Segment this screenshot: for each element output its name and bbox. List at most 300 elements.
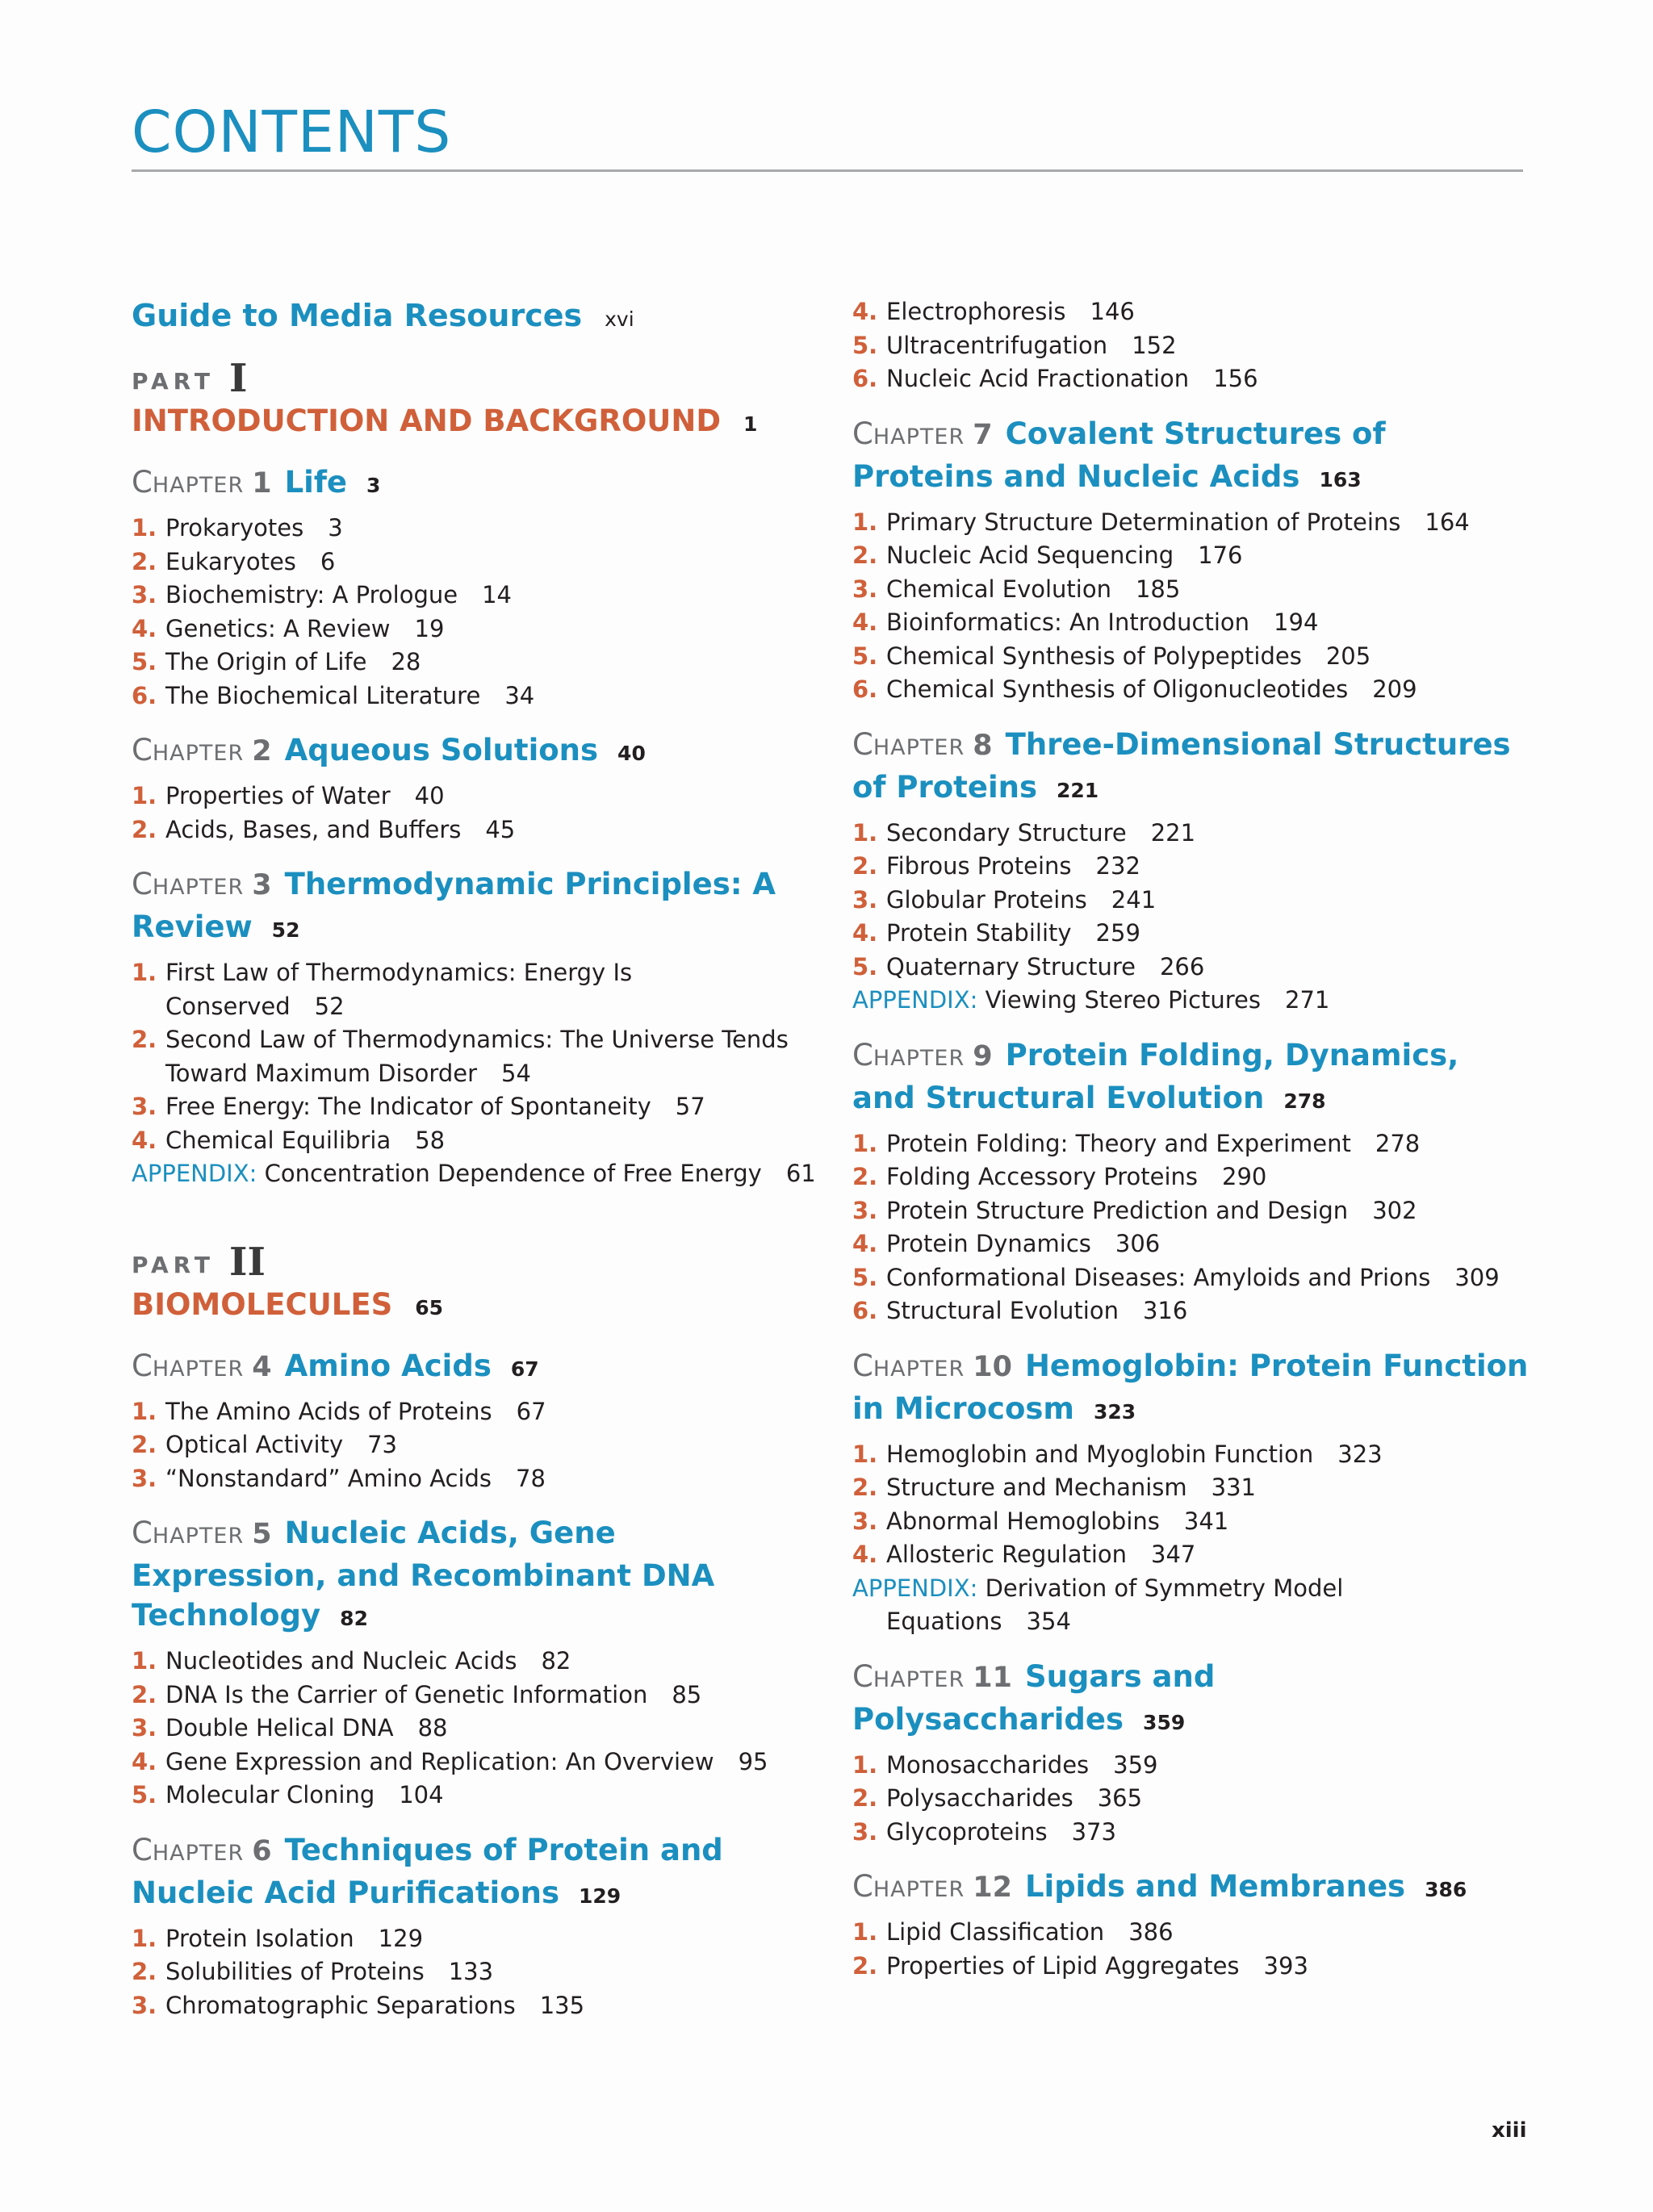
- section-page: 316: [1142, 1297, 1188, 1324]
- section-number: 1.: [132, 782, 157, 809]
- section-page: 129: [378, 1924, 424, 1952]
- chapter-page: 278: [1283, 1089, 1326, 1113]
- section-entry[interactable]: [852, 850, 1530, 884]
- section-number: 2.: [132, 815, 157, 843]
- appendix-page: 61: [785, 1160, 816, 1187]
- section-page: 146: [1090, 298, 1135, 325]
- chapter-word-initial: C: [132, 867, 153, 901]
- section-entry[interactable]: [132, 1124, 818, 1158]
- section-title: Bioinformatics: An Introduction: [886, 608, 1250, 636]
- chapter-title: Lipids and Membranes: [1024, 1869, 1406, 1904]
- chapter-heading[interactable]: [852, 1035, 1530, 1121]
- chapter-word-rest: HAPTER: [152, 741, 245, 766]
- section-entry[interactable]: [132, 1955, 818, 1989]
- part-title-entry[interactable]: [132, 1285, 818, 1328]
- section-number: 1.: [132, 959, 157, 986]
- part-page: 1: [743, 412, 758, 436]
- chapter-word-initial: C: [132, 1832, 153, 1867]
- chapter-12: [852, 1867, 1530, 1983]
- part-title-entry[interactable]: [132, 401, 818, 445]
- guide-entry[interactable]: [132, 295, 818, 340]
- section-entry[interactable]: [852, 1127, 1530, 1161]
- chapter-word-initial: C: [852, 416, 873, 451]
- section-number: 3.: [132, 581, 157, 608]
- chapter-page: 386: [1425, 1878, 1467, 1901]
- section-number: 2.: [132, 1680, 157, 1708]
- chapter-number: 2: [252, 735, 272, 767]
- section-entry[interactable]: [852, 295, 1530, 329]
- part-word: PART: [132, 368, 216, 395]
- section-page: 85: [672, 1680, 702, 1708]
- chapter-heading[interactable]: [852, 1346, 1530, 1432]
- section-entry[interactable]: [132, 646, 818, 679]
- section-title: Protein Dynamics: [886, 1230, 1091, 1257]
- chapter-word-rest: HAPTER: [873, 1877, 965, 1902]
- section-title: Nucleotides and Nucleic Acids: [165, 1647, 517, 1675]
- section-entry[interactable]: [132, 1712, 818, 1746]
- section-entry[interactable]: [132, 1679, 818, 1712]
- chapter-word-rest: HAPTER: [152, 1840, 245, 1866]
- section-number: 5.: [852, 642, 878, 670]
- section-entry[interactable]: [852, 1538, 1530, 1572]
- chapter-word-initial: C: [852, 1037, 873, 1073]
- section-title: First Law of Thermodynamics: Energy Is Conserved: [165, 959, 633, 1020]
- section-title: Protein Folding: Theory and Experiment: [886, 1129, 1351, 1157]
- section-title: Nucleic Acid Fractionation: [886, 365, 1190, 392]
- section-number: 2.: [852, 542, 878, 569]
- section-page: 164: [1425, 508, 1470, 536]
- section-entry[interactable]: [852, 1194, 1530, 1228]
- section-page: 393: [1263, 1951, 1308, 1980]
- section-entry[interactable]: [852, 673, 1530, 707]
- chapter-title: Techniques of Protein and Nucleic Acid Purifications: [132, 1832, 723, 1910]
- chapter-title: Amino Acids: [284, 1348, 492, 1383]
- section-entry[interactable]: [852, 1950, 1530, 1984]
- section-title: Chemical Equilibria: [165, 1126, 391, 1154]
- section-number: 3.: [852, 1196, 878, 1224]
- chapter-word-rest: HAPTER: [152, 875, 245, 900]
- section-entry[interactable]: [132, 679, 818, 713]
- chapter-word-initial: C: [852, 1869, 873, 1904]
- chapter-heading[interactable]: [852, 1867, 1530, 1909]
- appendix-entry[interactable]: [852, 984, 1530, 1018]
- section-page: 156: [1213, 365, 1258, 392]
- section-list: [132, 956, 818, 1191]
- section-number: 6.: [132, 681, 157, 709]
- section-entry[interactable]: [852, 884, 1530, 918]
- section-title: DNA Is the Carrier of Genetic Information: [165, 1680, 648, 1708]
- chapter-number: 4: [252, 1350, 272, 1383]
- section-entry[interactable]: [852, 951, 1530, 985]
- section-page: 6: [320, 547, 336, 575]
- section-title: Protein Stability: [886, 919, 1072, 947]
- section-title: Genetics: A Review: [165, 614, 391, 642]
- chapter-title: Sugars and Polysaccharides: [852, 1658, 1216, 1737]
- section-title: The Biochemical Literature: [165, 681, 481, 709]
- appendix-title: Derivation of Symmetry Model Equations: [886, 1574, 1344, 1635]
- section-entry[interactable]: [852, 1505, 1530, 1539]
- chapter-number: 1: [252, 467, 272, 500]
- section-number: 4.: [852, 1541, 878, 1568]
- chapter-heading[interactable]: [852, 1657, 1530, 1742]
- section-number: 3.: [132, 1093, 157, 1120]
- section-number: 5.: [132, 648, 157, 675]
- chapter-word-initial: C: [852, 1348, 873, 1383]
- section-number: 6.: [852, 1297, 878, 1324]
- chapter-word-rest: HAPTER: [873, 734, 965, 760]
- section-list: [852, 1916, 1530, 1983]
- section-page: 28: [391, 648, 421, 675]
- chapter-word-rest: HAPTER: [873, 1045, 965, 1071]
- section-title: The Amino Acids of Proteins: [165, 1397, 492, 1425]
- section-list: [852, 1438, 1530, 1639]
- section-number: 2.: [132, 1431, 157, 1458]
- section-entry[interactable]: [852, 917, 1530, 951]
- section-entry[interactable]: [852, 1261, 1530, 1295]
- chapter-1: [132, 462, 818, 713]
- chapter-title: Three-Dimensional Structures of Proteins: [852, 726, 1511, 805]
- section-title: Molecular Cloning: [165, 1781, 375, 1808]
- chapter-page: 359: [1143, 1710, 1186, 1734]
- section-number: 4.: [132, 1126, 157, 1154]
- section-list: [852, 817, 1530, 1018]
- section-entry[interactable]: [132, 1428, 818, 1462]
- chapter-title: Thermodynamic Principles: A Review: [132, 867, 776, 944]
- appendix-title: Concentration Dependence of Free Energy: [264, 1160, 762, 1187]
- section-page: 323: [1337, 1440, 1383, 1468]
- section-number: 1.: [132, 1924, 157, 1952]
- section-entry[interactable]: [852, 1782, 1530, 1816]
- section-title: Gene Expression and Replication: An Overview: [165, 1747, 714, 1775]
- chapter-word-rest: HAPTER: [152, 473, 245, 498]
- section-page: 176: [1198, 542, 1243, 569]
- section-number: 2.: [132, 1026, 157, 1053]
- section-title: Fibrous Proteins: [886, 852, 1072, 880]
- section-entry[interactable]: [132, 1989, 818, 2023]
- section-number: 1.: [852, 1918, 878, 1946]
- section-title: Solubilities of Proteins: [165, 1958, 425, 1985]
- section-entry[interactable]: [132, 1922, 818, 1956]
- chapter-page: 323: [1093, 1399, 1136, 1424]
- section-list: [132, 1395, 818, 1496]
- chapter-3: [132, 864, 818, 1191]
- chapter-heading[interactable]: [132, 1346, 818, 1389]
- section-page: 82: [541, 1647, 571, 1675]
- section-number: 2.: [852, 852, 878, 880]
- section-title: Biochemistry: A Prologue: [165, 581, 458, 608]
- section-entry[interactable]: [852, 640, 1530, 674]
- section-page: 152: [1132, 331, 1177, 359]
- section-page: 3: [328, 514, 343, 542]
- section-page: 57: [675, 1093, 705, 1120]
- section-page: 40: [414, 782, 445, 809]
- chapter-6-continued: [852, 295, 1530, 396]
- section-entry[interactable]: [852, 362, 1530, 396]
- section-page: 278: [1375, 1129, 1421, 1157]
- section-number: 2.: [852, 1784, 878, 1812]
- chapter-11: [852, 1657, 1530, 1850]
- chapter-heading[interactable]: [852, 414, 1530, 500]
- section-number: 1.: [852, 818, 878, 847]
- chapter-number: 10: [973, 1350, 1012, 1383]
- section-page: 135: [539, 1991, 585, 2019]
- chapter-word-initial: C: [132, 1348, 153, 1383]
- section-number: 4.: [132, 614, 157, 642]
- chapter-word-initial: C: [852, 1658, 873, 1694]
- section-entry[interactable]: [132, 1090, 818, 1124]
- section-number: 3.: [852, 1507, 878, 1535]
- section-entry[interactable]: [132, 1779, 818, 1813]
- part-page: 65: [415, 1295, 444, 1319]
- section-title: Acids, Bases, and Buffers: [165, 815, 462, 843]
- section-page: 259: [1095, 919, 1140, 947]
- section-number: 6.: [852, 365, 878, 392]
- chapter-word-initial: C: [132, 465, 153, 500]
- section-entry[interactable]: [852, 1471, 1530, 1505]
- section-page: 45: [485, 815, 516, 843]
- section-page: 58: [415, 1126, 446, 1154]
- section-number: 3.: [132, 1464, 157, 1492]
- section-number: 3.: [852, 885, 878, 914]
- section-page: 104: [399, 1781, 444, 1808]
- section-entry[interactable]: [852, 1916, 1530, 1950]
- chapter-heading[interactable]: [852, 725, 1530, 810]
- section-page: 133: [448, 1958, 494, 1985]
- section-title: “Nonstandard” Amino Acids: [165, 1464, 492, 1492]
- section-number: 3.: [132, 1991, 157, 2019]
- section-entry[interactable]: [852, 1438, 1530, 1472]
- chapter-title: Life: [284, 465, 348, 500]
- section-entry[interactable]: [852, 606, 1530, 640]
- page-title: CONTENTS: [132, 98, 452, 165]
- section-title: Electrophoresis: [886, 298, 1066, 325]
- chapter-word-rest: HAPTER: [873, 1356, 965, 1382]
- section-page: 194: [1274, 608, 1319, 636]
- chapter-page: 221: [1057, 778, 1099, 802]
- chapter-word-initial: C: [132, 733, 153, 767]
- section-page: 232: [1095, 852, 1140, 880]
- appendix-page: 271: [1285, 986, 1330, 1014]
- section-page: 205: [1325, 642, 1371, 670]
- section-entry[interactable]: [132, 1395, 818, 1429]
- section-title: Hemoglobin and Myoglobin Function: [886, 1440, 1314, 1468]
- section-page: 78: [516, 1464, 546, 1492]
- section-number: 1.: [132, 1397, 157, 1425]
- section-entry[interactable]: [852, 817, 1530, 851]
- chapter-heading[interactable]: [132, 730, 818, 773]
- part-title: BIOMOLECULES: [132, 1286, 393, 1322]
- section-title: Eukaryotes: [165, 547, 296, 575]
- section-page: 306: [1115, 1230, 1161, 1257]
- section-title: Secondary Structure: [886, 818, 1127, 847]
- section-entry[interactable]: [852, 573, 1530, 607]
- section-title: Globular Proteins: [886, 885, 1087, 914]
- section-title: Quaternary Structure: [886, 952, 1136, 981]
- section-page: 241: [1111, 885, 1157, 914]
- section-page: 88: [417, 1714, 448, 1742]
- section-page: 347: [1151, 1541, 1196, 1568]
- chapter-title: Hemoglobin: Protein Function in Microcosm: [852, 1348, 1529, 1426]
- section-number: 3.: [852, 575, 878, 603]
- chapter-number: 12: [973, 1871, 1012, 1904]
- appendix-label: APPENDIX:: [852, 1574, 978, 1602]
- chapter-8: [852, 725, 1530, 1018]
- appendix-label: APPENDIX:: [132, 1160, 257, 1187]
- section-number: 4.: [852, 298, 878, 325]
- section-number: 5.: [852, 1263, 878, 1291]
- chapter-page: 40: [617, 742, 646, 765]
- chapter-word-rest: HAPTER: [873, 424, 965, 450]
- section-number: 3.: [132, 1714, 157, 1742]
- section-page: 52: [314, 992, 345, 1020]
- section-page: 185: [1135, 575, 1181, 603]
- section-entry[interactable]: [132, 813, 818, 847]
- section-page: 359: [1113, 1750, 1158, 1779]
- chapter-number: 9: [973, 1039, 993, 1073]
- section-title: Monosaccharides: [886, 1750, 1090, 1779]
- section-entry[interactable]: [132, 780, 818, 813]
- section-list: [132, 1645, 818, 1813]
- section-entry[interactable]: [132, 546, 818, 579]
- section-title: Chemical Synthesis of Polypeptides: [886, 642, 1302, 670]
- section-entry[interactable]: [132, 956, 818, 1023]
- section-entry[interactable]: [852, 506, 1530, 540]
- chapter-number: 8: [973, 729, 993, 762]
- section-number: 1.: [132, 514, 157, 542]
- section-list: [852, 295, 1530, 396]
- section-number: 1.: [852, 508, 878, 536]
- section-title: Second Law of Thermodynamics: The Universe Tends Toward Maximum Disorder: [165, 1026, 789, 1087]
- section-title: Double Helical DNA: [165, 1714, 394, 1742]
- chapter-6: [132, 1830, 818, 2023]
- chapter-page: 82: [340, 1607, 368, 1630]
- section-title: Protein Isolation: [165, 1924, 354, 1952]
- appendix-entry[interactable]: [852, 1572, 1530, 1639]
- section-number: 5.: [852, 952, 878, 981]
- section-entry[interactable]: [132, 613, 818, 646]
- section-entry[interactable]: [852, 1227, 1530, 1261]
- section-page: 341: [1183, 1507, 1229, 1535]
- section-number: 4.: [852, 1230, 878, 1257]
- section-title: Glycoproteins: [886, 1817, 1048, 1846]
- section-entry[interactable]: [132, 1746, 818, 1779]
- chapter-number: 7: [973, 418, 993, 451]
- section-entry[interactable]: [132, 512, 818, 546]
- section-number: 2.: [852, 1474, 878, 1501]
- section-title: Chemical Evolution: [886, 575, 1111, 603]
- chapter-heading[interactable]: [132, 1513, 818, 1638]
- chapter-title: Covalent Structures of Proteins and Nucleic Acids: [852, 416, 1386, 494]
- chapter-page: 67: [510, 1357, 539, 1381]
- chapter-page: 52: [271, 918, 300, 942]
- chapter-word-rest: HAPTER: [152, 1524, 245, 1549]
- part-numeral: I: [229, 356, 248, 401]
- section-list: [132, 1922, 818, 2023]
- section-entry[interactable]: [852, 1749, 1530, 1783]
- appendix-entry[interactable]: [132, 1157, 818, 1191]
- appendix-page: 354: [1026, 1608, 1071, 1635]
- chapter-title: Protein Folding, Dynamics, and Structural Evolution: [852, 1037, 1459, 1115]
- chapter-word-initial: C: [132, 1516, 153, 1550]
- section-title: Prokaryotes: [165, 514, 304, 542]
- section-title: Chemical Synthesis of Oligonucleotides: [886, 675, 1349, 703]
- chapter-word-rest: HAPTER: [873, 1666, 965, 1692]
- section-number: 4.: [852, 608, 878, 636]
- section-title: Abnormal Hemoglobins: [886, 1507, 1160, 1535]
- section-number: 4.: [852, 919, 878, 947]
- section-entry[interactable]: [852, 329, 1530, 363]
- section-page: 302: [1372, 1196, 1417, 1224]
- section-page: 221: [1150, 818, 1196, 847]
- section-list: [132, 780, 818, 847]
- section-page: 309: [1454, 1263, 1500, 1291]
- section-page: 331: [1211, 1474, 1257, 1501]
- section-entry[interactable]: [852, 1160, 1530, 1194]
- right-column: [852, 295, 1530, 1983]
- left-column: [132, 295, 818, 2022]
- section-number: 3.: [852, 1817, 878, 1846]
- section-number: 2.: [132, 1958, 157, 1985]
- section-entry[interactable]: [132, 579, 818, 613]
- chapter-9: [852, 1035, 1530, 1328]
- section-title: The Origin of Life: [165, 648, 367, 675]
- section-title: Protein Structure Prediction and Design: [886, 1196, 1349, 1224]
- section-page: 67: [516, 1397, 546, 1425]
- chapter-heading[interactable]: [132, 1830, 818, 1916]
- title-rule: [132, 169, 1523, 172]
- section-list: [132, 512, 818, 713]
- chapter-number: 5: [252, 1518, 272, 1550]
- section-title: Optical Activity: [165, 1431, 344, 1458]
- chapter-title: Nucleic Acids, Gene Expression, and Recombinant DNA Technology: [132, 1516, 715, 1633]
- section-title: Conformational Diseases: Amyloids and Prions: [886, 1263, 1431, 1291]
- chapter-4: [132, 1346, 818, 1496]
- chapter-number: 3: [252, 869, 272, 901]
- section-page: 386: [1128, 1918, 1174, 1946]
- section-entry[interactable]: [132, 1462, 818, 1496]
- section-number: 5.: [132, 1781, 157, 1808]
- section-number: 1.: [852, 1750, 878, 1779]
- section-entry[interactable]: [852, 1294, 1530, 1328]
- section-number: 6.: [852, 675, 878, 703]
- section-title: Polysaccharides: [886, 1784, 1073, 1812]
- chapter-2: [132, 730, 818, 847]
- section-title: Ultracentrifugation: [886, 331, 1108, 359]
- chapter-heading[interactable]: [132, 462, 818, 505]
- section-title: Allosteric Regulation: [886, 1541, 1128, 1568]
- section-page: 14: [482, 581, 513, 608]
- section-title: Properties of Water: [165, 782, 391, 809]
- section-number: 4.: [132, 1747, 157, 1775]
- section-entry[interactable]: [132, 1645, 818, 1679]
- section-page: 290: [1222, 1163, 1267, 1190]
- section-page: 54: [501, 1059, 531, 1087]
- section-number: 1.: [132, 1647, 157, 1675]
- section-title: Nucleic Acid Sequencing: [886, 542, 1174, 569]
- section-number: 1.: [852, 1440, 878, 1468]
- section-entry[interactable]: [132, 1023, 818, 1090]
- chapter-page: 129: [579, 1884, 621, 1908]
- chapter-heading[interactable]: [132, 864, 818, 950]
- chapter-number: 6: [252, 1834, 272, 1867]
- section-entry[interactable]: [852, 1816, 1530, 1850]
- section-page: 266: [1159, 952, 1205, 981]
- chapter-5: [132, 1513, 818, 1813]
- section-entry[interactable]: [852, 539, 1530, 573]
- section-page: 73: [367, 1431, 398, 1458]
- part-title: INTRODUCTION AND BACKGROUND: [132, 404, 722, 438]
- guide-page: xvi: [605, 307, 634, 331]
